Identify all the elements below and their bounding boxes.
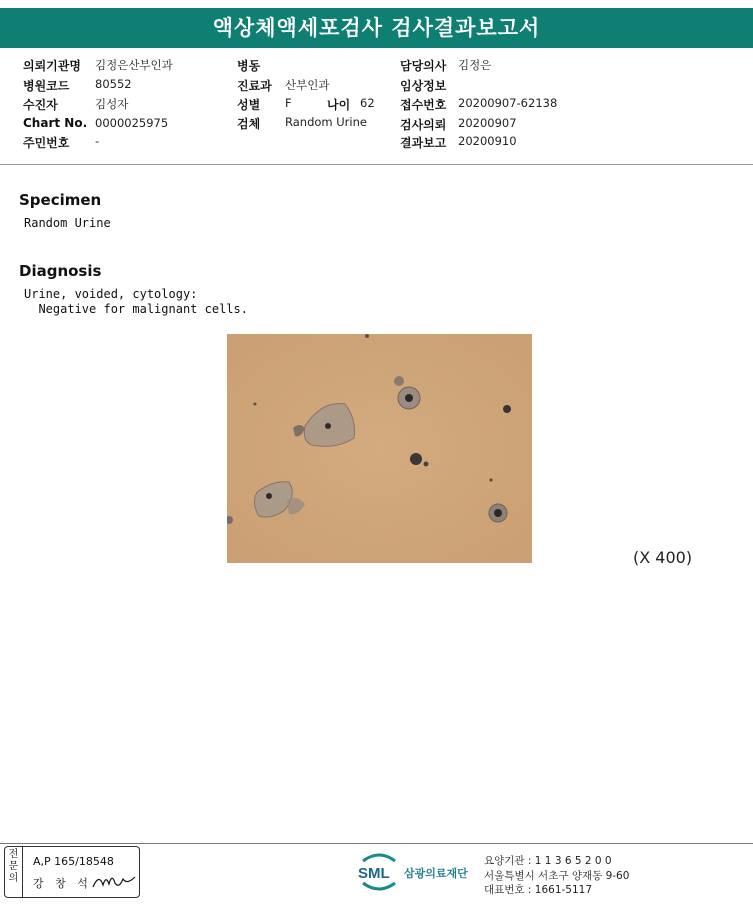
value-resident-number: - — [95, 134, 100, 148]
diagnosis-heading: Diagnosis — [19, 262, 102, 280]
label-age: 나이 — [327, 98, 351, 112]
ap-code: A,P 165/18548 — [33, 855, 114, 868]
label-request-date: 검사의뢰 — [400, 118, 447, 132]
value-department: 산부인과 — [285, 78, 330, 92]
label-physician: 담당의사 — [400, 59, 447, 73]
label-specimen: 검체 — [237, 117, 261, 131]
cytology-micrograph — [227, 334, 532, 563]
label-hospital-code: 병원코드 — [23, 79, 70, 93]
footer-divider — [0, 843, 753, 844]
specimen-heading: Specimen — [19, 191, 102, 209]
value-receipt-number: 20200907-62138 — [458, 96, 558, 110]
value-physician: 김정은 — [458, 58, 492, 72]
label-report-date: 결과보고 — [400, 136, 447, 150]
specialist-text: 전문의 — [8, 849, 19, 884]
label-patient-name: 수진자 — [23, 98, 58, 112]
label-ward: 병동 — [237, 59, 261, 73]
magnification-label: (X 400) — [633, 548, 693, 567]
value-sex: F — [285, 96, 292, 110]
phone-number: 대표번호 : 1661-5117 — [484, 884, 593, 896]
label-chart-no: Chart No. — [23, 116, 88, 130]
signature-box — [4, 846, 140, 898]
label-clinical-info: 임상정보 — [400, 79, 447, 93]
value-hospital-code: 80552 — [95, 77, 132, 91]
value-chart-no: 0000025975 — [95, 116, 169, 130]
label-sex: 성별 — [237, 98, 261, 112]
foundation-name: 삼광의료재단 — [404, 867, 468, 880]
value-age: 62 — [360, 96, 375, 110]
specialist-label — [5, 847, 23, 897]
specimen-text: Random Urine — [24, 216, 111, 230]
header-divider — [0, 164, 753, 165]
value-report-date: 20200910 — [458, 134, 517, 148]
doctor-name: 강 창 석 — [33, 877, 92, 890]
label-resident-number: 주민번호 — [23, 136, 70, 150]
diagnosis-line-1: Urine, voided, cytology: — [24, 287, 198, 301]
signature-icon — [91, 869, 137, 893]
logo-mark: SML — [358, 865, 390, 882]
value-specimen: Random Urine — [285, 115, 367, 129]
label-requesting-institution: 의뢰기관명 — [23, 59, 81, 73]
value-request-date: 20200907 — [458, 116, 517, 130]
label-receipt-number: 접수번호 — [400, 98, 447, 112]
label-department: 진료과 — [237, 79, 272, 93]
sml-logo-icon — [357, 851, 401, 891]
diagnosis-line-2: Negative for malignant cells. — [24, 302, 248, 316]
institution-code: 요양기관 : 1 1 3 6 5 2 0 0 — [484, 855, 612, 867]
address: 서울특별시 서초구 양재동 9-60 — [484, 870, 630, 882]
value-requesting-institution: 김정은산부인과 — [95, 58, 173, 72]
report-title: 액상체액세포검사 검사결과보고서 — [0, 8, 753, 48]
value-patient-name: 김성자 — [95, 97, 129, 111]
